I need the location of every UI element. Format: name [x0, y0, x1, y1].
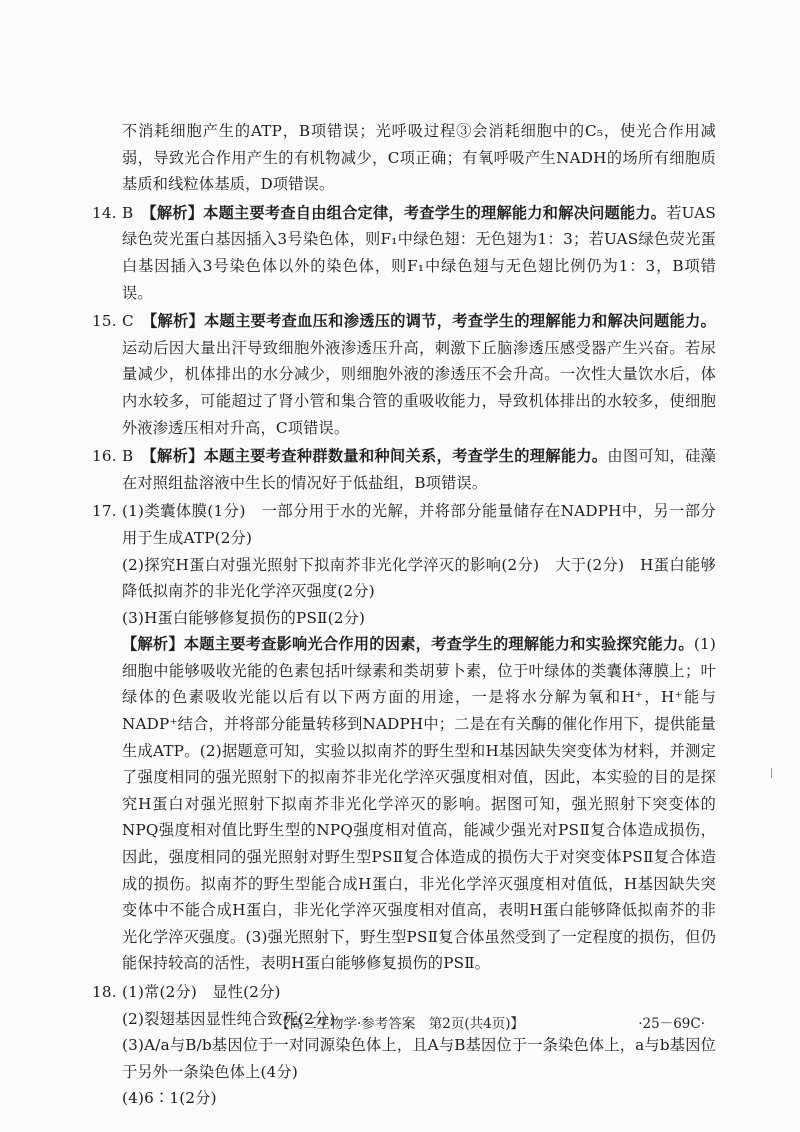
scan-mark: [771, 768, 772, 778]
analysis-body: 若UAS绿色荧光蛋白基因插入3号染色体，则F₁中绿色翅：无色翅为1：3；若UAS绿色荧光蛋白基因插入3号染色体以外的染色体，则F₁中绿色翅与无色翅比例仍为1：3，B项错误。: [122, 203, 716, 302]
answer-letter: B: [122, 447, 134, 466]
analysis-body: 由图可知，硅藻在对照组盐溶液中生长的情况好于低盐组，B项错误。: [122, 447, 716, 492]
answer-content: [92, 118, 716, 1114]
continued-text: 不消耗细胞产生的ATP，B项错误；光呼吸过程③会消耗细胞中的C₅，使光合作用减弱，导致光合作用产生的有机物减少，C项正确；有氧呼吸产生NADH的场所有细胞质基质和线粒体基质，D项错误。: [122, 122, 716, 194]
answer-letter: C: [122, 312, 134, 331]
answer-part-2: (2)探究H蛋白对强光照射下拟南芥非光化学淬灭的影响(2分) 大于(2分) H蛋白能够降低拟南芥的非光化学淬灭强度(2分): [122, 555, 716, 601]
analysis-focus: 本题主要考查种群数量和种间关系，考查学生的理解能力。: [203, 447, 608, 466]
analysis-focus: 本题主要考查自由组合定律，考查学生的理解能力和解决问题能力。: [203, 203, 667, 222]
answer-part-2: (2)裂翅基因显性纯合致死(2分): [122, 1009, 336, 1028]
analysis-body: 运动后因大量出汗导致细胞外液渗透压升高，刺激下丘脑渗透压感受器产生兴奋。若尿量减少，机体排出的水分减少，则细胞外液的渗透压不会升高。一次性大量饮水后，体内水较多，可能超过了肾小管和集合管的重吸收能力，导致机体排出的水较多，使细胞外液渗透压相对升高，C项错误。: [122, 338, 716, 437]
question-number: 16.: [92, 447, 117, 466]
answer-part-4: (4)6∶1(2分): [122, 1089, 217, 1108]
question-14: [92, 200, 716, 306]
analysis-tag: 【解析】: [141, 447, 204, 466]
answer-part-3: (3)A/a与B/b基因位于一对同源染色体上，且A与B基因位于一条染色体上，a与b基因位于另外一条染色体上(4分): [122, 1036, 716, 1081]
answer-letter: B: [122, 203, 134, 222]
analysis-tag: 【解析】: [141, 312, 205, 331]
question-number: 14.: [92, 203, 117, 222]
question-16: [92, 443, 716, 496]
answer-part-1: (1)类囊体膜(1分) 一部分用于水的光解，并将部分能量储存在NADPH中，另一部分用于生成ATP(2分): [122, 502, 716, 547]
analysis-body: (1)细胞中能够吸收光能的色素包括叶绿素和类胡萝卜素，位于叶绿体的类囊体薄膜上；叶绿体的色素吸收光能以后有以下两方面的用途，一是将水分解为氧和H⁺，H⁺能与NADP⁺结合，并将部分能量转移到NADPH中；二是在有关酶的催化作用下，提供能量生成ATP。(2)据题意可知，实验以拟南芥的野生型和H基因缺失突变体为材料，并测定了强度相同的强光照射下的拟南芥非光化学淬灭强度相对值，因此，本实验的目的是探究H蛋白对强光照射下拟南芥非光化学淬灭的影响。据图可知，强光照射下突变体的NPQ强度相对值比野生型的NPQ强度相对值高，能减少强光对PSⅡ复合体造成损伤，因此，强度相同的强光照射对野生型PSⅡ复合体造成的损伤大于对突变体PSⅡ复合体造成的损伤。拟南芥的野生型能合成H蛋白，非光化学淬灭强度相对值低，H基因缺失突变体中不能合成H蛋白，非光化学淬灭强度相对值高，表明H蛋白能够降低拟南芥的非光化学淬灭强度。(3)强光照射下，野生型PSⅡ复合体虽然受到了一定程度的损伤，但仍能保持较高的活性，表明H蛋白能够修复损伤的PSⅡ。: [122, 635, 716, 973]
analysis-block: [122, 631, 716, 977]
answer-part-1: (1)常(2分) 显性(2分): [122, 983, 281, 1001]
question-number: 17.: [92, 502, 117, 521]
question-17: [92, 498, 716, 977]
analysis-tag: 【解析】: [141, 203, 204, 222]
question-18: [92, 979, 716, 1112]
analysis-focus: 本题主要考查血压和渗透压的调节，考查学生的理解能力和解决问题能力。: [204, 312, 716, 331]
answer-part-3: (3)H蛋白能够修复损伤的PSⅡ(2分): [122, 608, 366, 627]
question-number: 15.: [92, 312, 117, 331]
analysis-focus: 本题主要考查影响光合作用的因素，考查学生的理解能力和实验探究能力。: [183, 635, 694, 654]
analysis-tag: 【解析】: [122, 635, 184, 654]
question-15: [92, 308, 716, 441]
page-footer-title: 【高三生物学·参考答案 第2页(共4页)】: [275, 1016, 524, 1032]
question-number: 18.: [92, 983, 117, 1001]
page-footer-code: ·25－69C·: [638, 1016, 705, 1032]
